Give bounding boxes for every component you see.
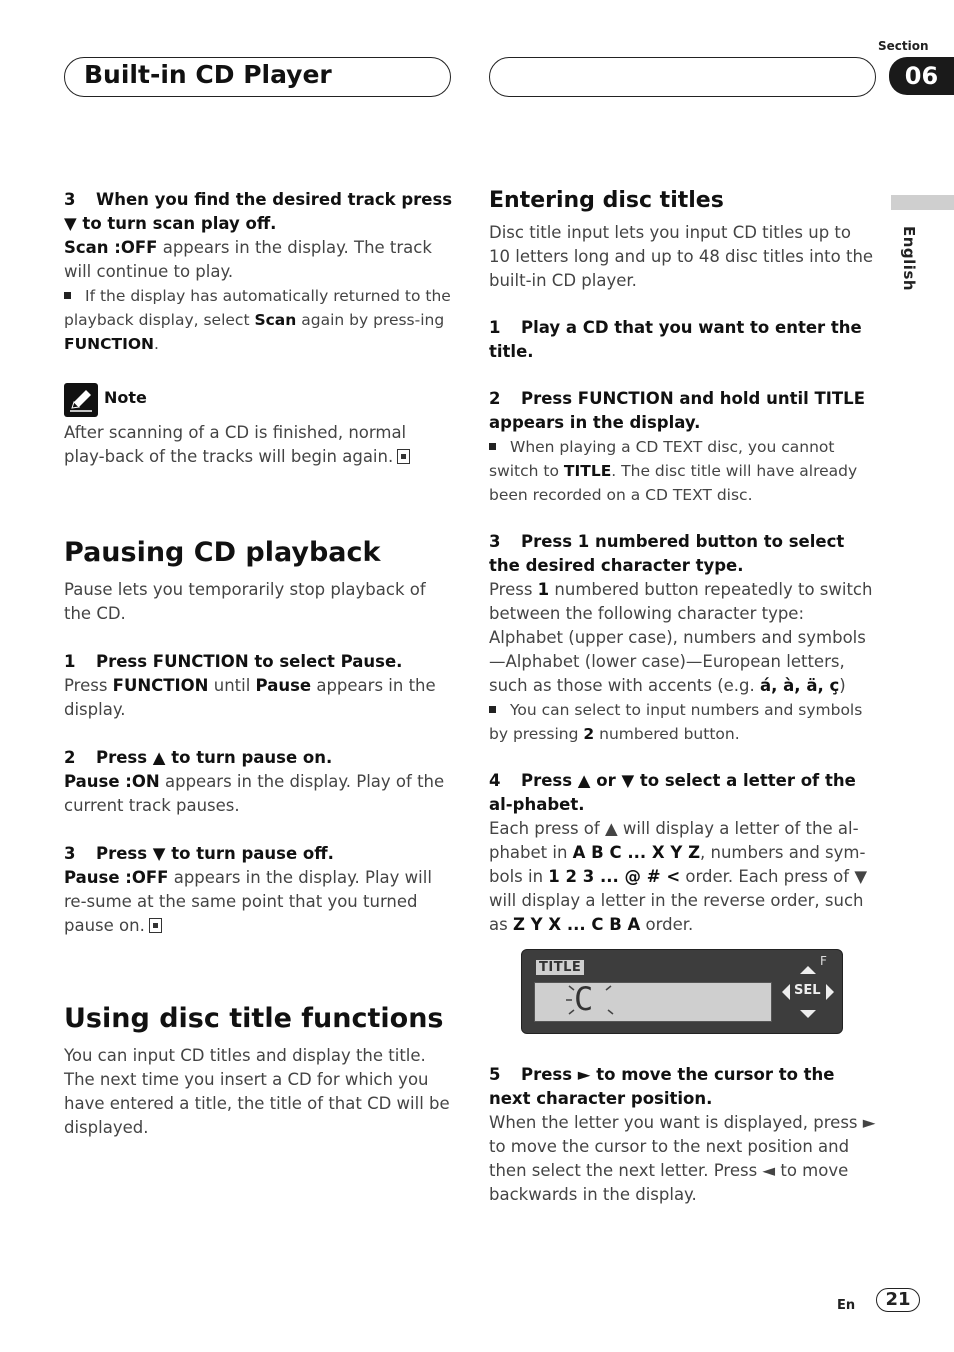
bullet-square-icon [489,443,496,450]
section-label: Section [878,39,929,53]
pause-step-3-body: Pause :OFF appears in the display. Play will re-sume at the same point that you turned pause on. [64,868,432,935]
step-3-body: Scan :OFF appears in the display. The track will continue to play. [64,238,432,281]
pausing-intro: Pause lets you temporarily stop playback of the CD. [64,580,426,623]
lcd-f-indicator: F [820,954,827,968]
section-number: 06 [889,57,954,95]
step-3-bullet: If the display has automatically returned to the playback display, select Scan again by press-ing FUNCTION. [64,287,451,353]
pausing-heading: Pausing CD playback [64,537,381,568]
header-right-frame [489,57,876,97]
pausing-section [64,578,454,938]
blinking-cursor-icon [566,980,616,1022]
left-column [64,188,454,356]
title-step-1-title: 1 Play a CD that you want to enter the title. [489,318,862,361]
entering-heading-wrap [489,188,724,213]
chapter-title: Built-in CD Player [84,60,332,89]
bullet-square-icon [489,706,496,713]
step-3-title: 3 When you find the desired track press ▼ to turn scan play off. [64,190,453,233]
pause-step-2-body: Pause :ON appears in the display. Play of the current track pauses. [64,772,445,815]
pause-step-1-body: Press FUNCTION until Pause appears in the display. [64,676,436,719]
using-body: You can input CD titles and display the title. The next time you insert a CD for which you have entered a title, the title of that CD will be displayed. [64,1046,450,1137]
title-step-5-body: When the letter you want is displayed, press ► to move the cursor to the next position and then select the next letter. Press ◄ to move backwards in the display. [489,1113,876,1204]
page-number: 21 [876,1288,920,1312]
note-body: After scanning of a CD is finished, normal play-back of the tracks will begin again. [64,421,444,469]
using-heading: Using disc title functions [64,1003,444,1034]
lcd-display-illustration [521,949,843,1034]
title-step-4-body: Each press of ▲ will display a letter of the al-phabet in A B C ... X Y Z, numbers and sym-bols in 1 2 3 ... @ # < order. Each press of ▼ will display a letter in the reverse order, such as Z Y X ... C B A order. [489,819,868,934]
bullet-square-icon [64,292,71,299]
lcd-title-indicator: TITLE [536,960,584,975]
step-5-section [489,1063,877,1207]
language-label: English [900,226,918,292]
title-step-3-body: Press 1 numbered button repeatedly to switch between the following character type: Alphabet (upper case), numbers and symbols —Alphabet (lower case)—European letters, such as those with accents (e.g. á, à, ä, ç) [489,580,873,695]
footer-language: En [837,1298,856,1313]
note-label: Note [104,388,147,407]
end-mark-icon [149,918,162,933]
entering-heading: Entering disc titles [489,188,724,213]
using-heading-wrap [64,1003,444,1034]
right-column [489,221,877,937]
title-step-5-title: 5 Press ► to move the cursor to the next character position. [489,1065,835,1108]
pause-step-3-title: 3 Press ▼ to turn pause off. [64,844,334,863]
title-step-2-bullet: When playing a CD TEXT disc, you cannot switch to TITLE. The disc title will have already been recorded on a CD TEXT disc. [489,438,858,504]
note-pencil-icon [64,383,98,417]
lcd-sel-label: SEL [794,983,821,998]
title-step-2-title: 2 Press FUNCTION and hold until TITLE appears in the display. [489,389,865,432]
title-step-3-title: 3 Press 1 numbered button to select the desired character type. [489,532,845,575]
pause-step-2-title: 2 Press ▲ to turn pause on. [64,748,333,767]
language-tab [891,195,954,210]
title-step-3-bullet: You can select to input numbers and symbols by pressing 2 numbered button. [489,701,863,743]
pause-step-1-title: 1 Press FUNCTION to select Pause. [64,652,403,671]
pausing-heading-wrap [64,537,381,568]
lcd-character: C [574,980,594,1018]
title-step-4-title: 4 Press ▲ or ▼ to select a letter of the al-phabet. [489,771,856,814]
entering-intro: Disc title input lets you input CD titles up to 10 letters long and up to 48 disc titles into the built-in CD player. [489,223,874,290]
end-mark-icon [397,449,410,464]
